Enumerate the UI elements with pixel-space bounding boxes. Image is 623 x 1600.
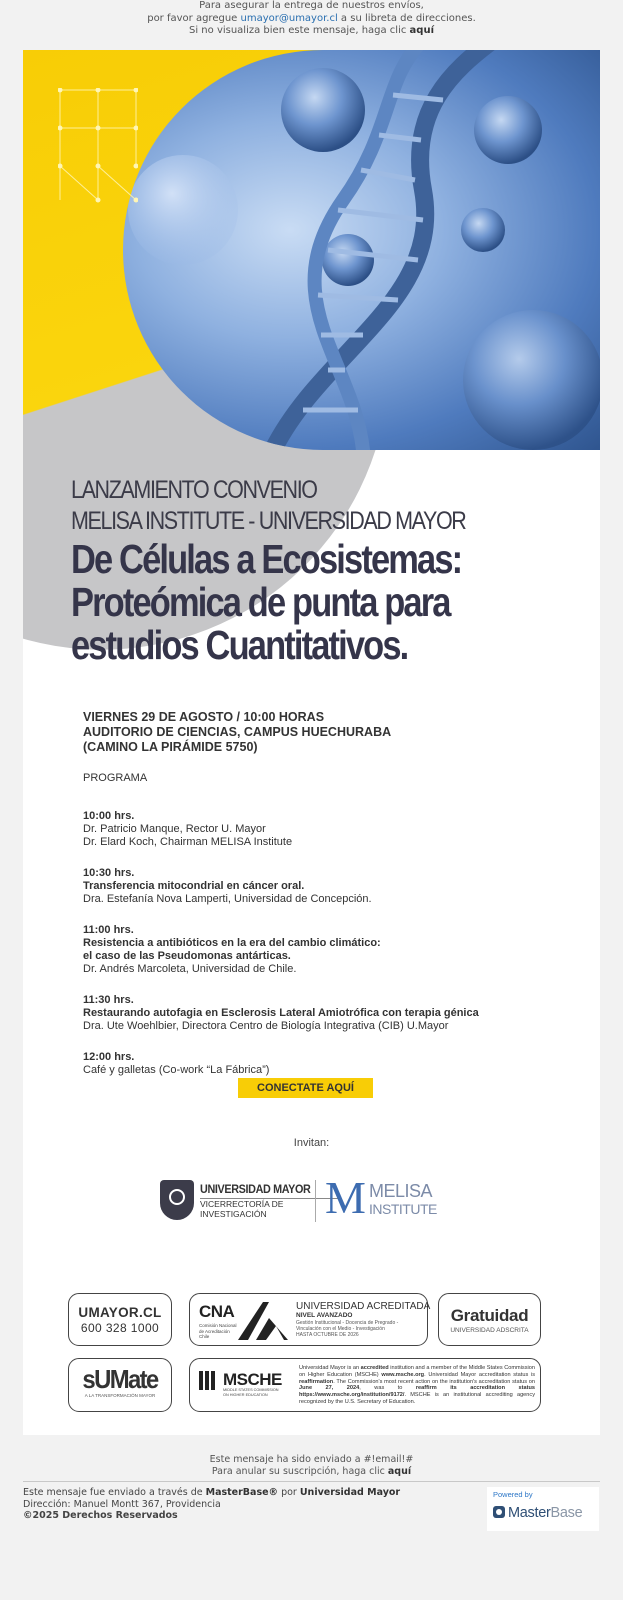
program-slot (83, 924, 583, 976)
preheader-line2 (0, 13, 623, 26)
preheader-text: por favor agregue (147, 12, 241, 24)
masterbase-icon (493, 1506, 505, 1518)
msche-text: , was to (359, 1385, 416, 1392)
msche-name: MSCHE (223, 1370, 282, 1389)
grid-dots-icon (58, 88, 138, 203)
unsubscribe-link[interactable]: aquí (387, 1466, 412, 1477)
event-when (83, 710, 583, 755)
slot-topic: Transferencia mitocondrial en cáncer oral. (83, 880, 305, 892)
cna-triangle-icon (236, 1300, 291, 1342)
dna-helix-cells-photo (123, 50, 600, 450)
msche-accreditation-badge[interactable] (189, 1358, 541, 1412)
melisa-m-mark: M (325, 1172, 366, 1223)
kicker-line: MELISA INSTITUTE - UNIVERSIDAD MAYOR (71, 507, 466, 535)
preheader-line3 (0, 25, 623, 38)
slot-speaker: Dra. Ute Woehlbier, Directora Centro de Biología Integrativa (CIB) U.Mayor (83, 1020, 449, 1032)
melisa-line: INSTITUTE (369, 1201, 437, 1217)
program-slot (83, 994, 583, 1033)
sent-notice (0, 1454, 623, 1478)
melisa-institute-logo (325, 1172, 465, 1223)
msche-text: . Universidad Mayor accreditation status is (424, 1371, 535, 1378)
program-slot (83, 867, 583, 906)
cna-level: NIVEL AVANZADO (296, 1312, 353, 1319)
slot-time: 11:30 hrs. (83, 994, 134, 1006)
footer-text: MasterBase® (205, 1487, 279, 1498)
hero-banner (23, 50, 600, 450)
msche-text: Universidad Mayor is an (299, 1365, 361, 1371)
program-slot (83, 1051, 583, 1077)
cna-mini-text: Comisión Nacional de Acreditación Chile (199, 1323, 237, 1339)
cna-valid-until: HASTA OCTUBRE DE 2026 (296, 1331, 359, 1338)
cna-title: UNIVERSIDAD ACREDITADA (296, 1301, 431, 1312)
cna-info (296, 1301, 431, 1338)
umayor-sub (200, 1198, 340, 1219)
slot-time: 11:00 hrs. (83, 924, 134, 936)
contact-phone: 600 328 1000 (80, 1321, 160, 1335)
sumate-sub: A LA TRANSFORMACIÓN MAYOR (84, 1393, 156, 1398)
event-kicker (71, 475, 518, 537)
preheader (0, 0, 623, 38)
cell-sphere-icon (474, 96, 542, 164)
slot-time: 12:00 hrs. (83, 1051, 135, 1063)
email-card (23, 50, 600, 1435)
footer-text: Universidad Mayor (299, 1487, 401, 1498)
slot-line: Café y galletas (Co-work “La Fábrica”) (83, 1064, 270, 1076)
msche-text: . MSCHE is an institutional accrediting agency recognized by the U.S. Secretary of Education. (299, 1392, 535, 1405)
slot-speaker: Dra. Estefanía Nova Lamperti, Universidad de Concepción. (83, 893, 372, 905)
footer-info (23, 1487, 463, 1522)
program-label: PROGRAMA (83, 772, 148, 784)
cell-sphere-icon (461, 208, 505, 252)
title-line: De Células a Ecosistemas: (71, 536, 462, 582)
gratuidad-title: Gratuidad (450, 1306, 529, 1325)
msche-statement (299, 1365, 535, 1406)
msche-logo (199, 1370, 282, 1397)
footer-rights: ©2025 Derechos Reservados (23, 1510, 178, 1521)
umayor-contact-badge[interactable] (68, 1293, 172, 1346)
umayor-name: UNIVERSIDAD MAYOR (200, 1182, 311, 1196)
msche-link[interactable]: www.msche.org (381, 1371, 425, 1378)
invitan-label: Invitan: (293, 1137, 330, 1149)
title-line: estudios Cuantitativos. (71, 622, 408, 668)
footer-address: Dirección: Manuel Montt 367, Providencia (23, 1498, 221, 1510)
powered-by-masterbase-logo[interactable] (487, 1487, 599, 1531)
event-venue: AUDITORIO DE CIENCIAS, CAMPUS HUECHURABA (83, 725, 392, 739)
msche-sub: MIDDLE STATES COMMISSION ON HIGHER EDUCATION (223, 1388, 279, 1397)
msche-text: institution and a member of the Middle States Commission on Higher Education (MSCHE) (299, 1365, 535, 1378)
slot-line: Dr. Patricio Manque, Rector U. Mayor (83, 823, 266, 835)
event-address: (CAMINO LA PIRÁMIDE 5750) (83, 740, 258, 754)
umayor-sub-line: VICERRECTORÍA DE (200, 1199, 284, 1209)
title-line: Proteómica de punta para (71, 579, 450, 625)
masterbase-master: Master (508, 1505, 551, 1521)
preheader-text: Si no visualiza bien este mensaje, haga clic (189, 25, 410, 36)
umayor-logo-text (200, 1182, 340, 1219)
cell-sphere-icon (463, 310, 600, 450)
cna-areas: Gestión Institucional - Docencia de Pregrado - Vinculación con el Medio - Investigación (296, 1319, 399, 1332)
cell-sphere-icon (281, 68, 365, 152)
msche-text: reaffirm its accreditation status (415, 1385, 535, 1392)
slot-time: 10:30 hrs. (83, 867, 135, 879)
msche-text: accredited (360, 1365, 389, 1371)
msche-link[interactable]: https://www.msche.org/institution/9172/ (299, 1392, 405, 1399)
footer-text: por (278, 1487, 300, 1498)
cell-bubble-icon (128, 155, 238, 265)
msche-text: . The Commission's most recent action on the institution's accreditation status on (333, 1378, 535, 1385)
umayor-sub-line: INVESTIGACIÓN (200, 1208, 267, 1219)
cell-sphere-icon (322, 234, 374, 286)
contact-site: UMAYOR.CL (78, 1305, 162, 1320)
slot-topic: Resistencia a antibióticos en la era del cambio climático: (83, 937, 381, 949)
slot-line: Dr. Elard Koch, Chairman MELISA Institute (83, 836, 293, 848)
connect-here-button[interactable]: CONECTATE AQUÍ (238, 1078, 373, 1098)
logo-divider (315, 1180, 316, 1222)
msche-text: reaffirmation (299, 1378, 334, 1385)
masterbase-base: Base (550, 1505, 583, 1521)
gratuidad-sub: UNIVERSIDAD ADSCRITA (450, 1327, 529, 1334)
footer-sender-line (23, 1487, 463, 1499)
slot-time: 10:00 hrs. (83, 810, 135, 822)
cna-accreditation-badge[interactable] (189, 1293, 431, 1346)
dna-helix-illustration (123, 50, 600, 450)
preheader-line1: Para asegurar la entrega de nuestros envíos, (199, 0, 424, 11)
slot-speaker: Dr. Andrés Marcoleta, Universidad de Chile. (83, 963, 297, 975)
preheader-email-link[interactable]: umayor@umayor.cl (240, 12, 338, 24)
kicker-line: LANZAMIENTO CONVENIO (71, 476, 317, 504)
view-online-link[interactable]: aquí (409, 25, 434, 36)
msche-text: June 27, 2024 (299, 1385, 360, 1392)
sent-to-line: Este mensaje ha sido enviado a #!email!# (209, 1454, 414, 1465)
preheader-text: a su libreta de direcciones. (337, 12, 476, 24)
unsubscribe-text: Para anular su suscripción, haga clic (211, 1466, 388, 1477)
event-title (71, 538, 575, 667)
sumate-badge[interactable] (68, 1358, 172, 1412)
footer-divider (23, 1481, 600, 1482)
slot-topic: el caso de las Pseudomonas antárticas. (83, 950, 291, 962)
umayor-crest-icon (160, 1180, 194, 1220)
masterbase-wordmark (493, 1505, 582, 1521)
msche-bars-icon (199, 1371, 217, 1395)
gratuidad-badge[interactable] (438, 1293, 541, 1346)
footer-text: Este mensaje fue enviado a través de (23, 1487, 206, 1498)
melisa-logo-text (369, 1182, 437, 1218)
unsubscribe-line (0, 1466, 623, 1478)
sumate-title: sUMate (82, 1364, 158, 1394)
melisa-line: MELISA (369, 1181, 433, 1201)
powered-by-label: Powered by (493, 1490, 533, 1499)
event-details (83, 710, 583, 1077)
slot-topic: Restaurando autofagia en Esclerosis Lateral Amiotrófica con terapia génica (83, 1007, 479, 1019)
event-date-time: VIERNES 29 DE AGOSTO / 10:00 HORAS (83, 710, 325, 724)
program-slot (83, 810, 583, 849)
cna-logo-text: CNA (199, 1302, 235, 1321)
